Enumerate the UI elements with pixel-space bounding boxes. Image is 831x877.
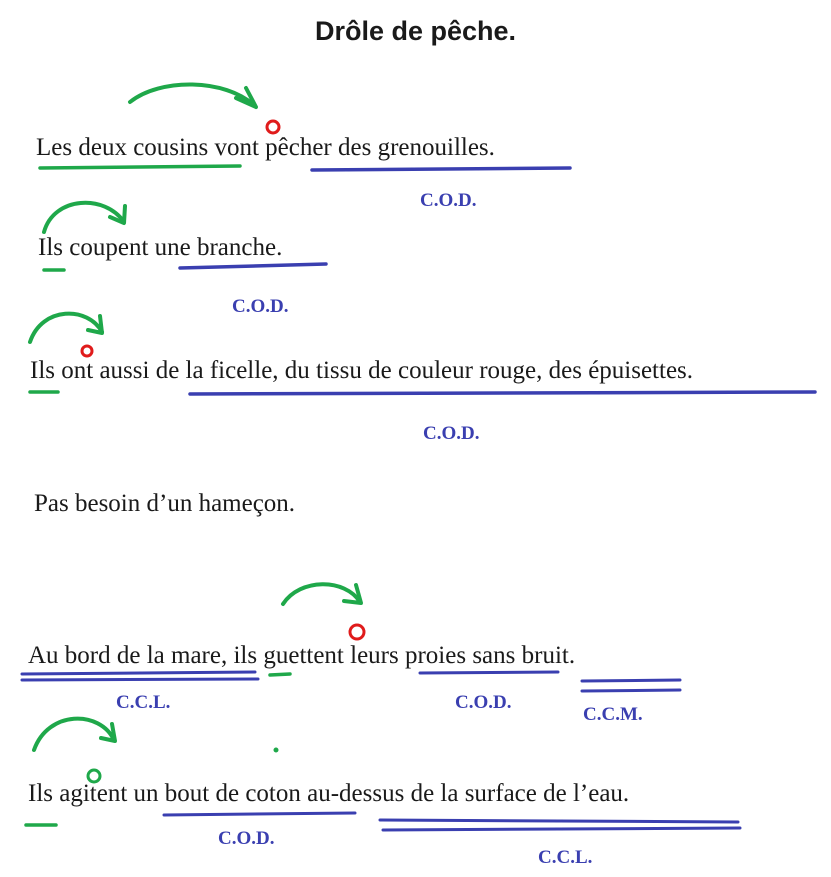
label-cod-s1: C.O.D. xyxy=(420,190,477,211)
ccl-underline xyxy=(22,679,258,680)
subject-underline xyxy=(40,166,240,168)
subject-arrow xyxy=(34,719,114,750)
cod-underline xyxy=(180,264,326,268)
subject-arrow xyxy=(30,314,102,342)
cod-underline xyxy=(420,672,558,673)
label-ccm-s5: C.C.M. xyxy=(583,704,643,725)
label-cod-s3: C.O.D. xyxy=(423,423,480,444)
sentence-6: Ils agitent un bout de coton au-dessus de la surface de l’eau. xyxy=(28,780,630,807)
sentence-5: Au bord de la mare, ils guettent leurs proies sans bruit. xyxy=(28,642,576,669)
verb-circle xyxy=(350,625,364,639)
subject-arrow xyxy=(130,84,255,106)
label-cod-s5: C.O.D. xyxy=(455,692,512,713)
verb-circle xyxy=(82,346,92,356)
sentence-4: Pas besoin d’un hameçon. xyxy=(34,490,296,517)
subject-underline xyxy=(270,674,290,675)
ccl-underline xyxy=(22,672,255,674)
cod-underline xyxy=(312,168,570,170)
sentence-3: Ils ont aussi de la ficelle, du tissu de couleur rouge, des épuisettes. xyxy=(30,357,694,384)
label-ccl-s6: C.C.L. xyxy=(538,847,593,868)
label-cod-s2: C.O.D. xyxy=(232,296,289,317)
label-ccl-s5: C.C.L. xyxy=(116,692,171,713)
cod-underline xyxy=(164,813,355,815)
page-title: Drôle de pêche. xyxy=(314,16,517,46)
ccl-underline xyxy=(383,828,740,830)
verb-circle xyxy=(267,121,279,133)
verb-circle xyxy=(88,770,100,782)
sentence-2: Ils coupent une branche. xyxy=(38,234,283,261)
ccm-underline xyxy=(582,690,680,691)
cod-underline xyxy=(190,392,815,394)
stray-dot xyxy=(274,748,278,752)
ccl-underline xyxy=(380,820,738,822)
ccm-underline xyxy=(582,680,680,681)
label-cod-s6: C.O.D. xyxy=(218,828,275,849)
sentence-1: Les deux cousins vont pêcher des grenouilles. xyxy=(36,134,495,161)
